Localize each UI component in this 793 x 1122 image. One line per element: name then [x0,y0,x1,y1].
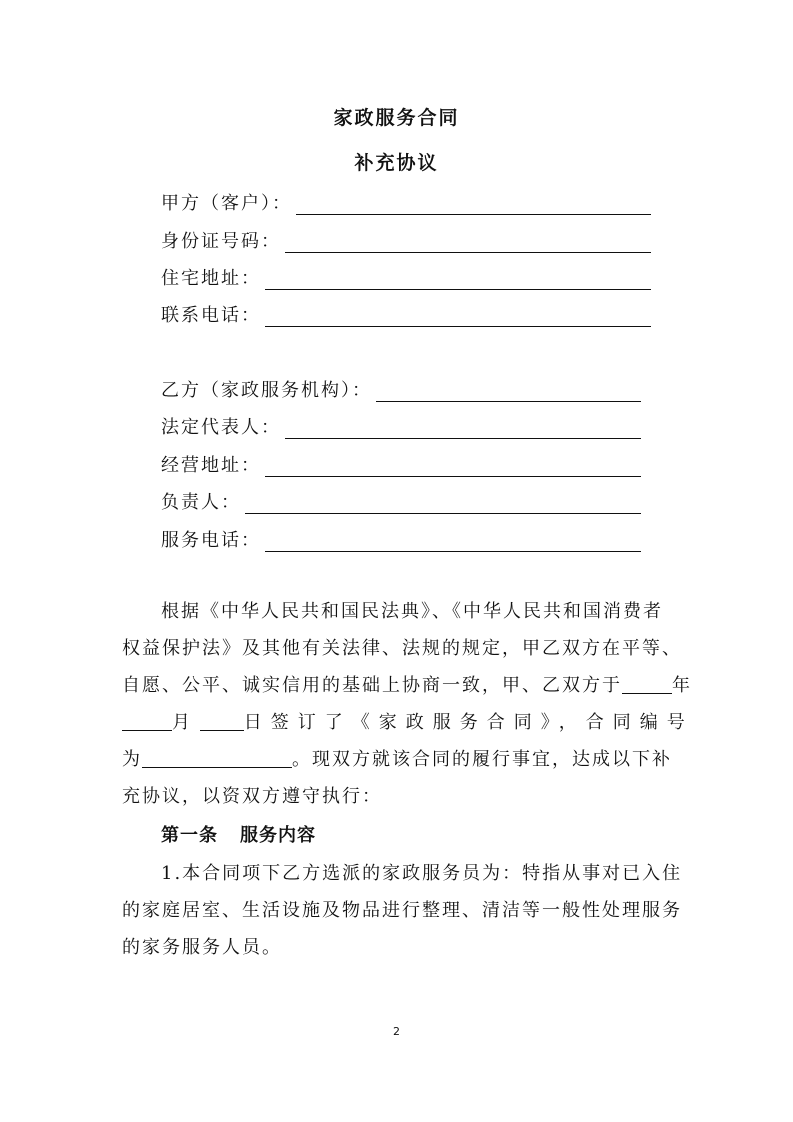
party-a-id-label: 身份证号码： [161,231,281,252]
article-1-line-2: 的家庭居室、生活设施及物品进行整理、清洁等一般性处理服务 [122,900,682,921]
preamble-line-5-start: 为 [122,749,142,770]
preamble-line-3 [122,667,692,704]
party-a-phone-field [161,301,651,327]
party-b-manager-blank [245,493,641,514]
party-b-manager-field [161,488,641,514]
month-label: 月 [172,712,192,733]
article-1-number: 第一条 [161,825,218,846]
month-blank [122,710,172,731]
party-a-id-field [161,227,651,253]
party-b-rep-blank [285,418,641,439]
party-b-phone-label: 服务电话： [161,530,261,551]
party-b-address-label: 经营地址： [161,455,261,476]
party-b-phone-blank [265,531,641,552]
preamble-line-5 [122,741,686,778]
party-b-label: 乙方（家政服务机构）： [161,380,372,401]
party-b-rep-label: 法定代表人： [161,417,281,438]
article-1-line-3: 的家务服务人员。 [122,937,282,958]
party-a-address-field [161,264,651,290]
party-a-id-blank [285,232,651,253]
party-b-field [161,376,641,402]
preamble-line-2: 权益保护法》及其他有关法律、法规的规定，甲乙双方在平等、 [122,638,682,659]
document-subtitle: 补充协议 [354,152,439,174]
party-b-rep-field [161,413,641,439]
party-b-address-field [161,451,641,477]
party-b-manager-label: 负责人： [161,492,241,513]
contract-number-blank [142,747,292,768]
article-1-heading [161,821,316,847]
preamble-line-4-text: 日签订了《家政服务合同》，合同编号 [243,712,694,733]
preamble-line-6: 充协议，以资双方遵守执行： [122,786,382,807]
document-title: 家政服务合同 [333,107,460,129]
preamble-line-5-text: 。现双方就该合同的履行事宜，达成以下补 [292,749,672,770]
party-b-phone-field [161,526,641,552]
party-a-field [161,189,651,215]
preamble-paragraph [122,593,694,815]
year-blank [622,673,672,694]
day-blank [200,710,244,731]
preamble-line-4 [122,704,694,741]
party-a-phone-label: 联系电话： [161,305,261,326]
party-a-phone-blank [265,306,651,327]
party-b-address-blank [265,456,641,477]
article-1-paragraph [122,855,686,966]
preamble-line-3-text: 自愿、公平、诚实信用的基础上协商一致，甲、乙双方于 [122,675,622,696]
article-1-title: 服务内容 [240,825,316,846]
party-a-label: 甲方（客户）： [161,193,292,214]
party-a-address-label: 住宅地址： [161,268,261,289]
page-number: 2 [393,1025,400,1038]
article-1-line-1: 1.本合同项下乙方选派的家政服务员为：特指从事对已入住 [161,863,683,884]
year-label: 年 [672,675,692,696]
preamble-line-1: 根据《中华人民共和国民法典》、《中华人民共和国消费者 [161,601,663,622]
party-a-address-blank [265,269,651,290]
party-a-blank [296,194,651,215]
party-b-blank [376,381,641,402]
